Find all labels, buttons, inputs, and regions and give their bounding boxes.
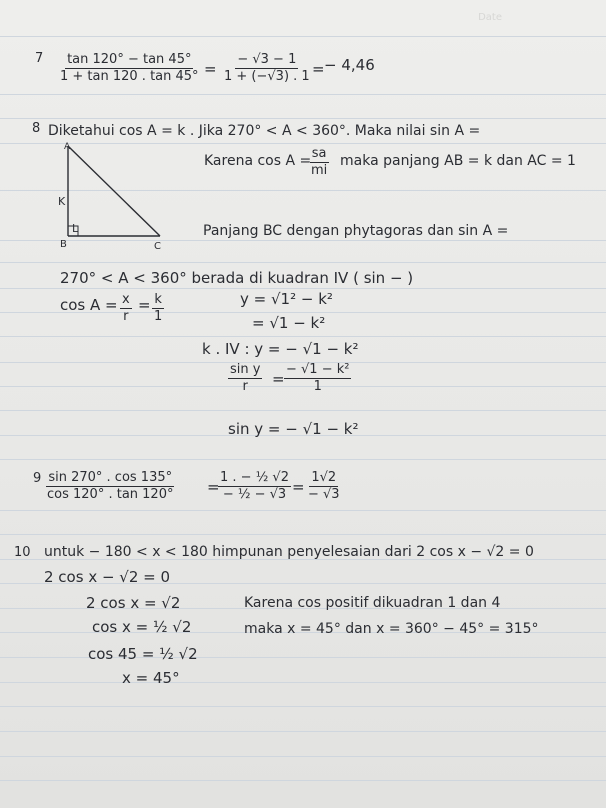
q8-x: x bbox=[122, 292, 130, 307]
ruled-line bbox=[0, 706, 606, 707]
q9-equals-2: = bbox=[292, 478, 305, 496]
q8-y-line2: = √1 − k² bbox=[252, 314, 326, 332]
ruled-line bbox=[0, 682, 606, 683]
q10-note-1: Karena cos positif dikuadran 1 dan 4 bbox=[244, 595, 501, 611]
ruled-line bbox=[0, 510, 606, 511]
q9-number: 9 bbox=[33, 471, 42, 486]
q8-sin-y: sin y bbox=[230, 362, 261, 377]
ruled-line bbox=[0, 288, 606, 289]
ruled-line bbox=[0, 336, 606, 337]
q8-cos-prefix: cos A = bbox=[60, 296, 118, 314]
ruled-line bbox=[0, 410, 606, 411]
q9-denominator: cos 120° . tan 120° bbox=[47, 487, 174, 502]
tri-label-l: L bbox=[72, 222, 79, 235]
q7-equals: = bbox=[204, 60, 217, 78]
q8-one: 1 bbox=[154, 309, 163, 324]
q8-x-r-fraction bbox=[120, 292, 132, 325]
q8-sin-numerator: − √1 − k² bbox=[286, 362, 350, 377]
tri-label-k: K bbox=[58, 195, 66, 208]
q8-number: 8 bbox=[32, 121, 41, 136]
q8-y-line1: y = √1² − k² bbox=[240, 290, 333, 308]
tri-label-a: A bbox=[64, 142, 71, 152]
q9-fraction-2 bbox=[218, 470, 291, 503]
q8-k: k bbox=[154, 292, 162, 307]
q10-statement: untuk − 180 < x < 180 himpunan penyelesaian dari 2 cos x − √2 = 0 bbox=[44, 544, 534, 560]
q8-r: r bbox=[123, 309, 129, 324]
q10-step-3: cos x = ½ √2 bbox=[92, 618, 192, 636]
q7-equals-2: = bbox=[312, 60, 325, 78]
ruled-line bbox=[0, 36, 606, 37]
q10-step-2: 2 cos x = √2 bbox=[86, 594, 181, 612]
q7-numerator: tan 120° − tan 45° bbox=[67, 52, 192, 67]
q8-sa: sa bbox=[311, 146, 327, 161]
q7-result: − 4,46 bbox=[324, 56, 375, 74]
q8-sin-r: r bbox=[242, 379, 248, 394]
q10-number: 10 bbox=[14, 545, 31, 560]
q9-numerator-3: 1√2 bbox=[311, 470, 337, 485]
q7-number: 7 bbox=[35, 51, 44, 66]
q8-sin-denominator: 1 bbox=[313, 379, 322, 394]
q8-sin-y-r-fraction bbox=[228, 362, 262, 395]
date-mark: Date bbox=[478, 12, 502, 23]
ruled-line bbox=[0, 262, 606, 263]
q7-denominator-2: 1 + (−√3) . 1 bbox=[224, 69, 310, 84]
q8-k-1-fraction bbox=[152, 292, 164, 325]
ruled-line bbox=[0, 780, 606, 781]
ruled-line bbox=[0, 756, 606, 757]
q10-step-4: cos 45 = ½ √2 bbox=[88, 645, 198, 663]
ruled-line bbox=[0, 94, 606, 95]
q10-step-5: x = 45° bbox=[122, 669, 180, 687]
ruled-line bbox=[0, 731, 606, 732]
q7-fraction bbox=[58, 52, 201, 85]
ruled-line bbox=[0, 118, 606, 119]
q9-numerator-2: 1 . − ½ √2 bbox=[220, 470, 289, 485]
q8-sin-eq: = bbox=[272, 370, 285, 388]
q7-fraction-2 bbox=[222, 52, 312, 85]
q9-denominator-3: − √3 bbox=[308, 487, 340, 502]
ruled-line bbox=[0, 534, 606, 535]
q8-mi: mi bbox=[311, 163, 328, 178]
q8-eq: = bbox=[138, 296, 151, 314]
q9-equals: = bbox=[207, 478, 220, 496]
q9-denominator-2: − ½ − √3 bbox=[222, 487, 287, 502]
q8-panjang-bc: Panjang BC dengan phytagoras dan sin A = bbox=[203, 223, 509, 239]
q8-statement: Diketahui cos A = k . Jika 270° < A < 360°. Maka nilai sin A = bbox=[48, 123, 481, 139]
q8-sin-value-fraction bbox=[284, 362, 351, 395]
q8-kiv: k . IV : y = − √1 − k² bbox=[202, 340, 359, 358]
tri-label-b: B bbox=[60, 239, 67, 250]
q7-denominator: 1 + tan 120 . tan 45° bbox=[60, 69, 199, 84]
q8-karena-suffix: maka panjang AB = k dan AC = 1 bbox=[340, 153, 576, 169]
q9-numerator: sin 270° . cos 135° bbox=[48, 470, 173, 485]
tri-label-c: C bbox=[154, 241, 161, 252]
q8-sa-mi-fraction bbox=[309, 146, 329, 179]
q10-note-2: maka x = 45° dan x = 360° − 45° = 315° bbox=[244, 621, 539, 637]
ruled-line bbox=[0, 459, 606, 460]
q8-kuadran: 270° < A < 360° berada di kuadran IV ( sin − ) bbox=[60, 269, 414, 287]
q9-fraction bbox=[45, 470, 175, 503]
q8-sin-final: sin y = − √1 − k² bbox=[228, 420, 359, 438]
q7-numerator-2: − √3 − 1 bbox=[237, 52, 297, 67]
q8-karena-prefix: Karena cos A = bbox=[204, 153, 312, 169]
q10-step-1: 2 cos x − √2 = 0 bbox=[44, 568, 171, 586]
q9-fraction-3 bbox=[306, 470, 342, 503]
